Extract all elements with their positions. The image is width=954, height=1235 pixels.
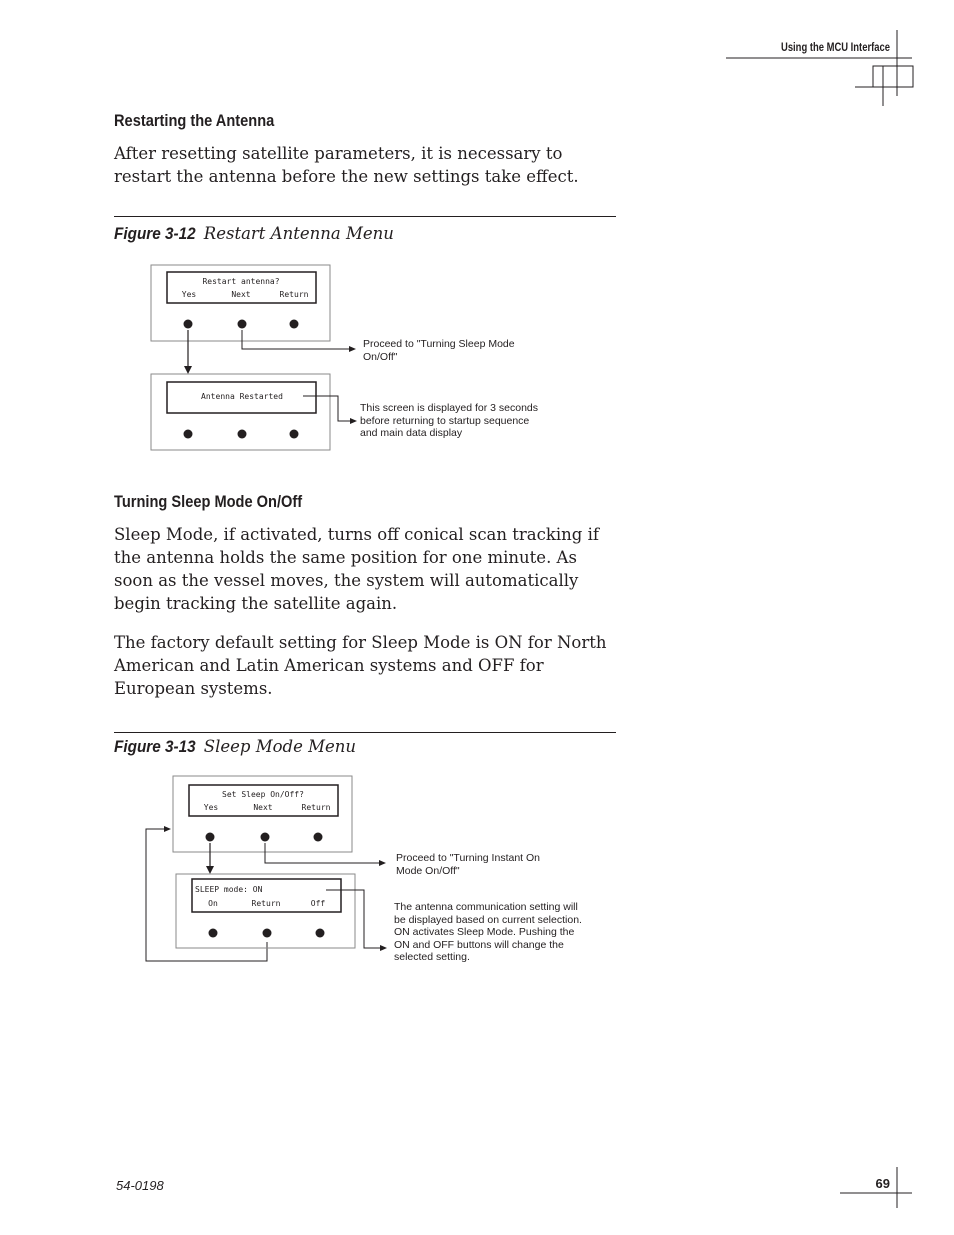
note-proceed-sleep: Proceed to "Turning Sleep Mode On/Off" (363, 338, 515, 363)
button-on (209, 929, 218, 938)
button-off (316, 929, 325, 938)
note-communication-setting: The antenna communication setting will be displayed based on current selection. ON activates Sleep Mode. Pushing the ON and OFF buttons will change the selected setting. (394, 901, 582, 964)
button-return (263, 929, 272, 938)
lcd-softkey-return: Return (301, 803, 331, 812)
lcd-line-1: Restart antenna? (202, 277, 280, 286)
lcd-softkey-yes: Yes (181, 290, 197, 299)
running-head: Using the MCU Interface (781, 42, 890, 54)
lcd-softkey-return: Return (251, 899, 281, 908)
note-proceed-instant-on: Proceed to "Turning Instant On Mode On/Off" (396, 852, 541, 877)
button-return (314, 833, 323, 842)
sleep-paragraph-1: Sleep Mode, if activated, turns off conical scan tracking if the antenna holds the same position for one minute. As soon as the vessel moves, the system will automatically begin tracking the satellite again. (114, 525, 599, 613)
lcd-line-1: SLEEP mode: ON (195, 885, 263, 894)
arrow-head (206, 866, 214, 874)
section-heading-sleep: Turning Sleep Mode On/Off (114, 492, 303, 511)
lcd-softkey-next: Next (253, 803, 273, 812)
lcd-softkey-yes: Yes (203, 803, 219, 812)
figure-number: Figure 3-13 (114, 737, 196, 756)
figure-title: Restart Antenna Menu (203, 224, 394, 243)
section-heading-restart: Restarting the Antenna (114, 111, 275, 130)
lcd-softkey-return: Return (279, 290, 309, 299)
lcd-line-1: Set Sleep On/Off? (222, 790, 304, 799)
button-yes (206, 833, 215, 842)
lcd-softkey-on: On (208, 899, 218, 908)
page-number: 69 (875, 1176, 890, 1191)
figure-title: Sleep Mode Menu (203, 737, 357, 756)
document-code: 54-0198 (116, 1178, 164, 1193)
restart-paragraph: After resetting satellite parameters, it is necessary to restart the antenna before the new settings take effect. (114, 144, 579, 186)
note-display-3-seconds: This screen is displayed for 3 seconds before returning to startup sequence and main data display (360, 402, 539, 440)
sleep-paragraph-2: The factory default setting for Sleep Mode is ON for North American and Latin American systems and OFF for European systems. (114, 633, 607, 698)
lcd-line-1: Antenna Restarted (201, 392, 283, 401)
figure-number: Figure 3-12 (114, 224, 196, 243)
button-next (261, 833, 270, 842)
lcd-softkey-off: Off (310, 899, 326, 908)
lcd-softkey-next: Next (231, 290, 251, 299)
